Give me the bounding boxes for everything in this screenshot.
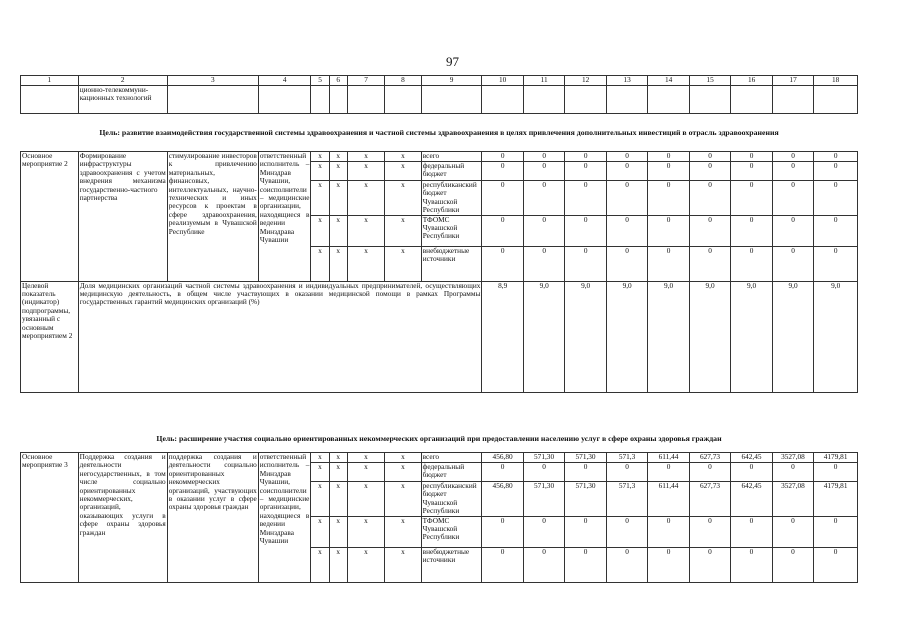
- budget-code: x: [311, 547, 329, 582]
- cell-empty: [606, 86, 647, 114]
- budget-code: x: [311, 162, 329, 181]
- budget-code: x: [329, 152, 347, 162]
- funding-value: 571,3: [606, 482, 647, 517]
- budget-code: x: [329, 162, 347, 181]
- event-activity: поддержка создания и деятельности социально ориентированных некоммерческих организаций, участвующих в оказании услуг в сфере охраны здоровья граждан: [167, 453, 258, 583]
- budget-code: x: [385, 215, 421, 246]
- funding-value: 0: [606, 547, 647, 582]
- funding-value: 0: [523, 547, 564, 582]
- budget-code: x: [347, 547, 384, 582]
- funding-value: 0: [814, 547, 858, 582]
- funding-value: 0: [772, 162, 813, 181]
- budget-code: x: [347, 463, 384, 482]
- funding-value: 0: [565, 162, 606, 181]
- budget-code: x: [347, 453, 384, 463]
- funding-value: 0: [814, 463, 858, 482]
- funding-value: 0: [606, 246, 647, 281]
- funding-value: 0: [772, 215, 813, 246]
- column-header: 2: [78, 76, 167, 86]
- budget-code: x: [329, 516, 347, 547]
- funding-value: 4179,81: [814, 482, 858, 517]
- event-description: Формирование инфраструктуры здравоохранения с учетом внедрения механизма государственно-частного партнерства: [78, 152, 167, 282]
- funding-value: 0: [482, 463, 523, 482]
- column-header: 6: [329, 76, 347, 86]
- funding-value: 0: [689, 152, 730, 162]
- cell-empty: [167, 86, 258, 114]
- funding-value: 0: [772, 463, 813, 482]
- funding-value: 571,30: [565, 482, 606, 517]
- column-header: 18: [814, 76, 858, 86]
- funding-source: республиканский бюджет Чувашской Республики: [421, 181, 482, 216]
- budget-code: x: [385, 246, 421, 281]
- funding-value: 0: [482, 152, 523, 162]
- cell-empty: [565, 86, 606, 114]
- funding-value: 0: [565, 215, 606, 246]
- funding-value: 0: [606, 152, 647, 162]
- budget-code: x: [311, 246, 329, 281]
- budget-code: x: [329, 463, 347, 482]
- column-header: 5: [311, 76, 329, 86]
- budget-code: x: [385, 547, 421, 582]
- funding-value: 611,44: [648, 482, 689, 517]
- cell-empty: [21, 86, 79, 114]
- goal-heading: Цель: развитие взаимодействия государственной системы здравоохранения и частной системы здравоохранения в целях привлечения дополнительных инвестиций в отрасль здравоохранения: [99, 128, 779, 137]
- funding-value: 0: [482, 547, 523, 582]
- funding-value: 0: [523, 246, 564, 281]
- funding-row: [21, 453, 858, 463]
- funding-value: 0: [731, 516, 772, 547]
- funding-source: федеральный бюджет: [421, 162, 482, 181]
- funding-value: 0: [689, 215, 730, 246]
- funding-value: 571,30: [565, 453, 606, 463]
- indicator-label: Целевой показатель (индикатор) подпрограммы, увязанный с основным мероприятием 2: [21, 281, 79, 392]
- column-header: 7: [347, 76, 384, 86]
- cell-empty: [772, 86, 813, 114]
- column-header: 4: [258, 76, 311, 86]
- funding-value: 0: [731, 547, 772, 582]
- funding-value: 0: [606, 463, 647, 482]
- budget-code: x: [347, 215, 384, 246]
- funding-value: 0: [606, 181, 647, 216]
- funding-value: 0: [731, 152, 772, 162]
- budget-code: x: [347, 516, 384, 547]
- funding-value: 0: [772, 547, 813, 582]
- column-header: 16: [731, 76, 772, 86]
- indicator-value: 9,0: [814, 281, 858, 392]
- funding-value: 0: [648, 181, 689, 216]
- funding-value: 0: [648, 215, 689, 246]
- funding-value: 571,30: [523, 453, 564, 463]
- column-header: 13: [606, 76, 647, 86]
- funding-value: 571,3: [606, 453, 647, 463]
- funding-value: 0: [482, 516, 523, 547]
- funding-value: 0: [731, 246, 772, 281]
- budget-code: x: [347, 246, 384, 281]
- cell-empty: [814, 86, 858, 114]
- funding-row: [21, 152, 858, 162]
- funding-value: 0: [772, 246, 813, 281]
- funding-value: 0: [814, 516, 858, 547]
- event-executor: ответственный исполнитель – Минздрав Чувашии, соисполнители – медицинские организации, находящиеся в ведении Минздрава Чувашии: [258, 453, 311, 583]
- funding-value: 627,73: [689, 453, 730, 463]
- cell-empty: [648, 86, 689, 114]
- program-table: [20, 75, 858, 393]
- funding-value: 0: [731, 162, 772, 181]
- event-executor: ответственный исполнитель – Минздрав Чувашии, соисполнители – медицинские организации, находящиеся в ведении Минздрава Чувашии: [258, 152, 311, 282]
- funding-value: 0: [689, 547, 730, 582]
- cell-empty: [329, 86, 347, 114]
- funding-value: 0: [565, 516, 606, 547]
- funding-source: всего: [421, 453, 482, 463]
- indicator-value: 9,0: [772, 281, 813, 392]
- funding-value: 3527,08: [772, 453, 813, 463]
- funding-value: 571,30: [523, 482, 564, 517]
- funding-value: 0: [689, 162, 730, 181]
- continuation-text: ционно-телекоммуни-кационных технологий: [78, 86, 167, 114]
- budget-code: x: [385, 516, 421, 547]
- event-description: Поддержка создания и деятельности негосударственных, в том числе социально ориентированных некоммерческих, организаций, оказывающих услуги в сфере охраны здоровья граждан: [78, 453, 167, 583]
- funding-value: 0: [731, 215, 772, 246]
- budget-code: x: [385, 453, 421, 463]
- cell-empty: [689, 86, 730, 114]
- funding-value: 611,44: [648, 453, 689, 463]
- budget-code: x: [311, 152, 329, 162]
- funding-value: 3527,08: [772, 482, 813, 517]
- funding-value: 0: [689, 181, 730, 216]
- funding-value: 0: [565, 547, 606, 582]
- budget-code: x: [385, 482, 421, 517]
- funding-value: 0: [772, 181, 813, 216]
- funding-value: 0: [565, 181, 606, 216]
- funding-value: 0: [482, 162, 523, 181]
- column-header: 3: [167, 76, 258, 86]
- budget-code: x: [311, 215, 329, 246]
- cell-empty: [523, 86, 564, 114]
- funding-value: 0: [606, 516, 647, 547]
- funding-value: 0: [814, 181, 858, 216]
- funding-value: 642,45: [731, 453, 772, 463]
- budget-code: x: [347, 482, 384, 517]
- funding-value: 0: [648, 463, 689, 482]
- indicator-value: 9,0: [606, 281, 647, 392]
- budget-code: x: [347, 162, 384, 181]
- budget-code: x: [329, 453, 347, 463]
- funding-value: 0: [523, 181, 564, 216]
- funding-value: 0: [689, 463, 730, 482]
- funding-value: 0: [814, 246, 858, 281]
- goal-heading: Цель: расширение участия социально ориентированных некоммерческих организаций при предоставлении населению услуг в сфере охраны здоровья граждан: [156, 433, 722, 443]
- funding-value: 0: [814, 152, 858, 162]
- cell-empty: [731, 86, 772, 114]
- funding-value: 0: [772, 516, 813, 547]
- budget-code: x: [347, 152, 384, 162]
- indicator-value: 9,0: [565, 281, 606, 392]
- funding-value: 0: [523, 162, 564, 181]
- funding-value: 0: [606, 215, 647, 246]
- column-header: 12: [565, 76, 606, 86]
- column-header: 1: [21, 76, 79, 86]
- budget-code: x: [385, 463, 421, 482]
- funding-value: 0: [482, 246, 523, 281]
- budget-code: x: [329, 181, 347, 216]
- budget-code: x: [329, 215, 347, 246]
- indicator-value: 8,9: [482, 281, 523, 392]
- indicator-value: 9,0: [648, 281, 689, 392]
- funding-value: 0: [565, 463, 606, 482]
- budget-code: x: [347, 181, 384, 216]
- cell-empty: [258, 86, 311, 114]
- event-name: Основное мероприятие 3: [21, 453, 79, 583]
- budget-code: x: [311, 463, 329, 482]
- budget-code: x: [311, 181, 329, 216]
- cell-empty: [482, 86, 523, 114]
- funding-value: 642,45: [731, 482, 772, 517]
- funding-value: 0: [689, 516, 730, 547]
- column-header: 17: [772, 76, 813, 86]
- funding-value: 0: [731, 181, 772, 216]
- program-table-cont: [20, 424, 858, 583]
- funding-value: 0: [482, 215, 523, 246]
- budget-code: x: [329, 547, 347, 582]
- indicator-value: 9,0: [523, 281, 564, 392]
- budget-code: x: [385, 152, 421, 162]
- column-header: 11: [523, 76, 564, 86]
- funding-value: 456,80: [482, 482, 523, 517]
- event-name: Основное мероприятие 2: [21, 152, 79, 282]
- indicator-value: 9,0: [689, 281, 730, 392]
- budget-code: x: [329, 246, 347, 281]
- funding-source: внебюджетные источники: [421, 547, 482, 582]
- funding-value: 456,80: [482, 453, 523, 463]
- funding-value: 0: [565, 152, 606, 162]
- funding-source: внебюджетные источники: [421, 246, 482, 281]
- budget-code: x: [329, 482, 347, 517]
- budget-code: x: [311, 516, 329, 547]
- funding-value: 0: [523, 463, 564, 482]
- budget-code: x: [385, 162, 421, 181]
- funding-value: 0: [648, 516, 689, 547]
- funding-value: 627,73: [689, 482, 730, 517]
- cell-empty: [385, 86, 421, 114]
- cell-empty: [311, 86, 329, 114]
- column-header: 10: [482, 76, 523, 86]
- budget-code: x: [311, 453, 329, 463]
- funding-value: 0: [731, 463, 772, 482]
- funding-value: 0: [606, 162, 647, 181]
- indicator-text: Доля медицинских организаций частной системы здравоохранения и индивидуальных предпринимателей, осуществляющих медицинскую деятельность, в общем числе участвующих в оказании медицинской помощи в рамках Программы государственных гарантий медицинских организаций (%): [78, 281, 482, 392]
- funding-value: 0: [523, 152, 564, 162]
- indicator-value: 9,0: [731, 281, 772, 392]
- funding-value: 0: [523, 516, 564, 547]
- budget-code: x: [311, 482, 329, 517]
- funding-value: 0: [689, 246, 730, 281]
- funding-value: 0: [648, 162, 689, 181]
- funding-source: федеральный бюджет: [421, 463, 482, 482]
- budget-code: x: [385, 181, 421, 216]
- funding-value: 0: [648, 246, 689, 281]
- funding-value: 4179,81: [814, 453, 858, 463]
- cell-empty: [347, 86, 384, 114]
- cell-empty: [421, 86, 482, 114]
- funding-source: всего: [421, 152, 482, 162]
- page-number: 97: [446, 54, 459, 69]
- funding-value: 0: [523, 215, 564, 246]
- funding-source: ТФОМС Чувашской Республики: [421, 215, 482, 246]
- funding-source: ТФОМС Чувашской Республики: [421, 516, 482, 547]
- funding-value: 0: [482, 181, 523, 216]
- funding-value: 0: [814, 215, 858, 246]
- funding-value: 0: [565, 246, 606, 281]
- event-activity: стимулирование инвесторов к привлечению материальных, финансовых, интеллектуальных, научно-технических и иных ресурсов к проектам в сфере здравоохранения, реализуемым в Чувашской Республике: [167, 152, 258, 282]
- funding-value: 0: [772, 152, 813, 162]
- column-header: 9: [421, 76, 482, 86]
- funding-source: республиканский бюджет Чувашской Республики: [421, 482, 482, 517]
- funding-value: 0: [648, 152, 689, 162]
- funding-value: 0: [814, 162, 858, 181]
- funding-value: 0: [648, 547, 689, 582]
- column-header: 15: [689, 76, 730, 86]
- column-header: 14: [648, 76, 689, 86]
- column-header: 8: [385, 76, 421, 86]
